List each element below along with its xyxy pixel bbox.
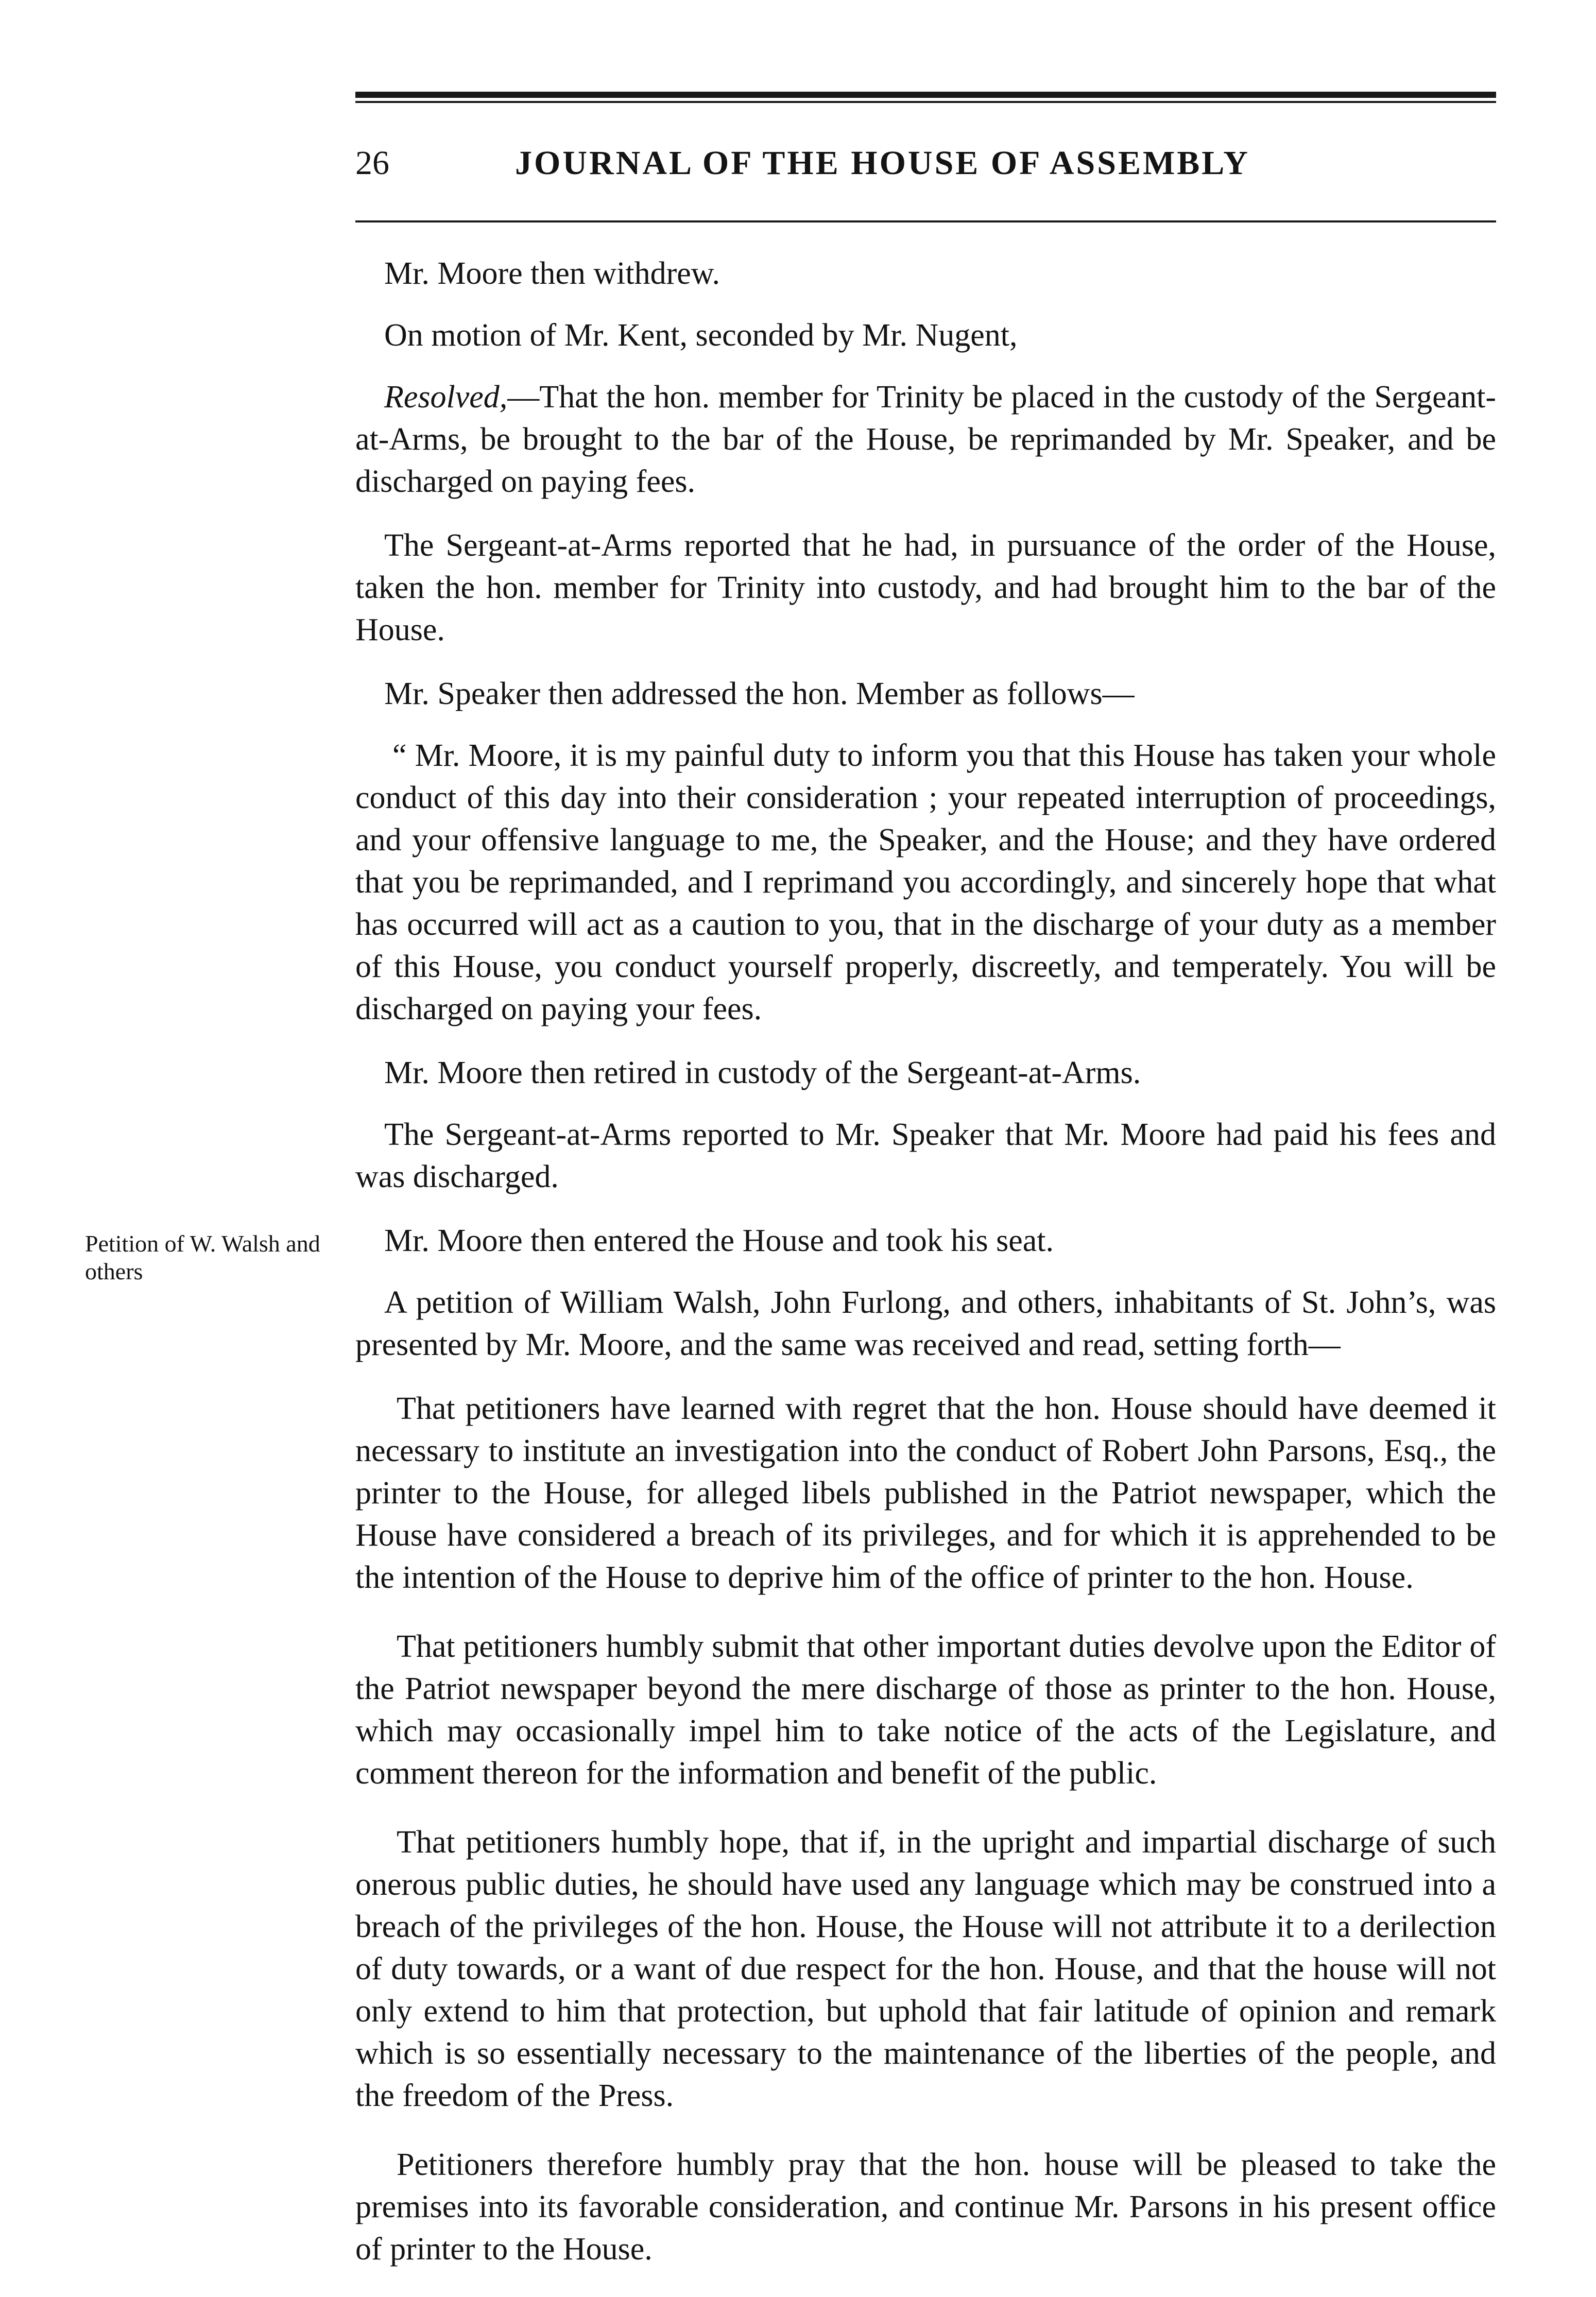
petition-intro: A petition of William Walsh, John Furlong, and others, inhabitants of St. John’s, was presented by Mr. Moore, and the same was received and read, setting forth— — [355, 1285, 1496, 1362]
paragraph: The Sergeant-at-Arms reported to Mr. Speaker that Mr. Moore had paid his fees and was discharged. — [355, 1117, 1496, 1194]
margin-note: Petition of W. Walsh and others — [85, 1230, 320, 1284]
petition-paragraph: That petitioners have learned with regret that the hon. House should have deemed it necessary to institute an investigation into the conduct of Robert John Parsons, Esq., the printer to the House, for alleged libels published in the Patriot newspaper, which the House have considered a breach of its privileges, and for which it is apprehended to be the intention of the House to deprive him of the office of printer to the hon. House. — [355, 1391, 1496, 1595]
paragraph: Mr. Speaker then addressed the hon. Member as follows— — [384, 676, 1135, 711]
petition-paragraph: That petitioners humbly submit that other important duties devolve upon the Editor of the Patriot newspaper beyond the mere discharge of those as printer to the hon. House, which may occasionally impel him to take notice of the acts of the Legislature, and comment thereon for the information and benefit of the public. — [355, 1629, 1496, 1791]
journal-body — [355, 252, 1496, 2297]
paragraph: Mr. Moore then retired in custody of the Sergeant-at-Arms. — [384, 1055, 1141, 1090]
page-number: 26 — [355, 144, 389, 182]
speaker-address: “ Mr. Moore, it is my painful duty to inform you that this House has taken your whole conduct of this day into their consideration ; your repeated interruption of proceedings, and your offensive language to me, the Speaker, and the House; and they have ordered that you be reprimanded, and I reprimand you accordingly, and sincerely hope that what has occurred will act as a caution to you, that in the discharge of your duty as a member of this House, you conduct yourself properly, discreetly, and temperately. You will be discharged on paying your fees. — [355, 738, 1496, 1026]
paragraph: On motion of Mr. Kent, seconded by Mr. Nugent, — [384, 318, 1018, 353]
paragraph: The Sergeant-at-Arms reported that he had, in pursuance of the order of the House, taken the hon. member for Trinity into custody, and had brought him to the bar of the House. — [355, 528, 1496, 647]
header-rule — [355, 220, 1496, 222]
resolution-paragraph — [355, 376, 1496, 503]
paragraph: Mr. Moore then entered the House and took his seat. — [384, 1223, 1054, 1258]
paragraph: Mr. Moore then withdrew. — [384, 256, 720, 291]
petition-prayer: Petitioners therefore humbly pray that the hon. house will be pleased to take the premises into its favorable consideration, and continue Mr. Parsons in his present office of printer to the House. — [355, 2147, 1496, 2267]
resolution-text: —That the hon. member for Trinity be placed in the custody of the Sergeant-at-Arms, be brought to the bar of the House, be reprimanded by Mr. Speaker, and be discharged on paying fees. — [355, 380, 1496, 499]
resolved-label: Resolved, — [384, 380, 508, 415]
header-double-rule — [355, 92, 1496, 103]
petition-paragraph: That petitioners humbly hope, that if, in the upright and impartial discharge of such onerous public duties, he should have used any language which may be construed into a breach of the privileges of the hon. House, the House will not attribute it to a derilection of duty towards, or a want of due respect for the hon. House, and that the house will not only extend to him that protection, but uphold that fair latitude of opinion and remark which is so essentially necessary to the maintenance of the liberties of the people, and the freedom of the Press. — [355, 1825, 1496, 2113]
running-title: JOURNAL OF THE HOUSE OF ASSEMBLY — [515, 144, 1250, 182]
page-header — [355, 140, 1496, 186]
